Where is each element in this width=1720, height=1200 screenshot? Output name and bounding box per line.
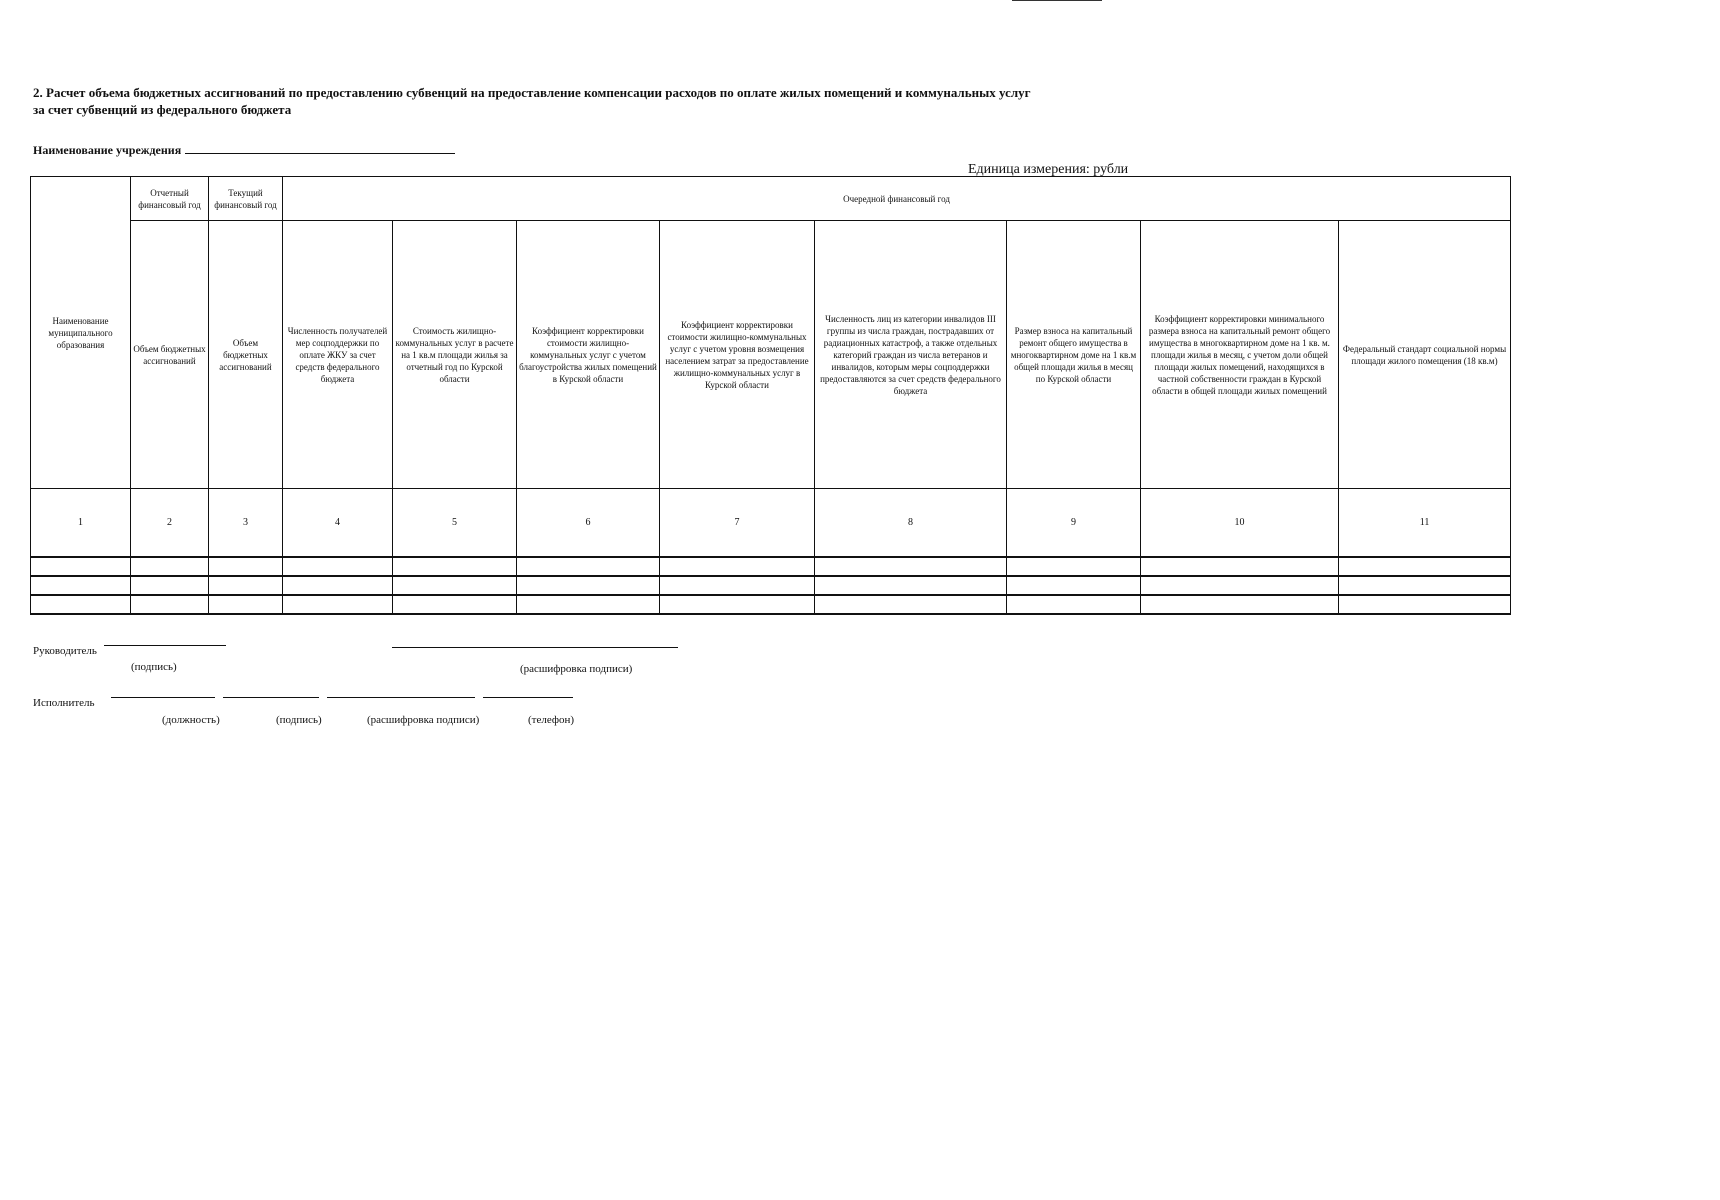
header-current-year: Текущий финансовый год xyxy=(209,177,283,221)
column-number-row xyxy=(31,489,1511,558)
table-cell[interactable] xyxy=(31,557,131,576)
institution-field xyxy=(33,141,455,158)
executor-signature-caption: (подпись) xyxy=(276,714,322,726)
column-number: 11 xyxy=(1339,489,1511,558)
table-cell[interactable] xyxy=(393,576,517,595)
header-col-10: Коэффициент корректировки минимального размера взноса на капитальный ремонт общего имущества в многоквартирном доме на 1 кв. м. площади жилья в месяц, с учетом доли общей площади жилых помещений, находящихся в частной собственности граждан в Курской области в общей площади жилых помещений xyxy=(1141,221,1339,489)
table-cell[interactable] xyxy=(209,557,283,576)
table-cell[interactable] xyxy=(283,576,393,595)
header-municipality: Наименование муниципального образования xyxy=(31,177,131,489)
table-cell[interactable] xyxy=(209,595,283,614)
unit-of-measure: Единица измерения: рубли xyxy=(968,162,1129,177)
table-cell[interactable] xyxy=(660,576,815,595)
institution-label: Наименование учреждения xyxy=(33,143,182,157)
header-next-year: Очередной финансовый год xyxy=(283,177,1511,221)
table-cell[interactable] xyxy=(393,595,517,614)
column-number: 9 xyxy=(1007,489,1141,558)
head-decode-caption: (расшифровка подписи) xyxy=(520,663,633,675)
table-cell[interactable] xyxy=(815,576,1007,595)
executor-signature-line[interactable] xyxy=(223,696,319,698)
table-cell[interactable] xyxy=(660,595,815,614)
table-header-row-columns xyxy=(31,221,1511,489)
table-cell[interactable] xyxy=(31,595,131,614)
column-number: 2 xyxy=(131,489,209,558)
header-col-4: Численность получателей мер соцподдержки по оплате ЖКУ за счет средств федерального бюджета xyxy=(283,221,393,489)
table-cell[interactable] xyxy=(517,557,660,576)
table-cell[interactable] xyxy=(1141,595,1339,614)
table-cell[interactable] xyxy=(517,576,660,595)
column-number: 6 xyxy=(517,489,660,558)
table-cell[interactable] xyxy=(209,576,283,595)
header-reporting-year: Отчетный финансовый год xyxy=(131,177,209,221)
column-number: 4 xyxy=(283,489,393,558)
column-number: 5 xyxy=(393,489,517,558)
header-col-11: Федеральный стандарт социальной нормы площади жилого помещения (18 кв.м) xyxy=(1339,221,1511,489)
table-cell[interactable] xyxy=(1339,557,1511,576)
header-col-7: Коэффициент корректировки стоимости жилищно-коммунальных услуг с учетом уровня возмещения населением затрат за предоставление жилищно-коммунальных услуг в Курской области xyxy=(660,221,815,489)
head-signature-line[interactable] xyxy=(104,644,226,646)
table-cell[interactable] xyxy=(1141,557,1339,576)
executor-decode-caption: (расшифровка подписи) xyxy=(367,714,480,726)
executor-position-caption: (должность) xyxy=(162,714,220,726)
table-cell[interactable] xyxy=(131,576,209,595)
top-edge-mark xyxy=(1012,0,1102,1)
column-number: 1 xyxy=(31,489,131,558)
column-number: 7 xyxy=(660,489,815,558)
header-col-5: Стоимость жилищно-коммунальных услуг в расчете на 1 кв.м площади жилья за отчетный год по Курской области xyxy=(393,221,517,489)
table-cell[interactable] xyxy=(283,557,393,576)
header-col-3: Объем бюджетных ассигнований xyxy=(209,221,283,489)
executor-decode-line[interactable] xyxy=(327,696,475,698)
column-number: 10 xyxy=(1141,489,1339,558)
table-cell[interactable] xyxy=(1141,576,1339,595)
column-number: 8 xyxy=(815,489,1007,558)
title-line-1: 2. Расчет объема бюджетных ассигнований по предоставлению субвенций на предоставление компенсации расходов по оплате жилых помещений и коммунальных услуг xyxy=(33,85,1031,100)
table-cell[interactable] xyxy=(393,557,517,576)
table-cell[interactable] xyxy=(1007,576,1141,595)
header-col-9: Размер взноса на капитальный ремонт общего имущества в многоквартирном доме на 1 кв.м общей площади жилья в месяц по Курской области xyxy=(1007,221,1141,489)
executor-position-line[interactable] xyxy=(111,696,215,698)
table-row xyxy=(31,595,1511,614)
table-cell[interactable] xyxy=(131,595,209,614)
table-cell[interactable] xyxy=(517,595,660,614)
table-cell[interactable] xyxy=(1339,595,1511,614)
head-signature-caption: (подпись) xyxy=(131,661,177,673)
table-cell[interactable] xyxy=(1007,557,1141,576)
head-decode-line[interactable] xyxy=(392,646,678,648)
table-cell[interactable] xyxy=(31,576,131,595)
table-cell[interactable] xyxy=(1007,595,1141,614)
budget-calculation-table xyxy=(30,176,1511,615)
header-col-8: Численность лиц из категории инвалидов III группы из числа граждан, пострадавших от радиационных катастроф, а также отдельных категорий граждан из числа ветеранов и инвалидов, которым меры соцподдержки предоставляются за счет средств федерального бюджета xyxy=(815,221,1007,489)
column-number: 3 xyxy=(209,489,283,558)
executor-phone-caption: (телефон) xyxy=(528,714,575,726)
table-row xyxy=(31,576,1511,595)
table-cell[interactable] xyxy=(1339,576,1511,595)
title-line-2: за счет субвенций из федерального бюджета xyxy=(33,102,292,117)
table-cell[interactable] xyxy=(660,557,815,576)
table-cell[interactable] xyxy=(131,557,209,576)
table-cell[interactable] xyxy=(283,595,393,614)
header-col-2: Объем бюджетных ассигнований xyxy=(131,221,209,489)
table-cell[interactable] xyxy=(815,595,1007,614)
table-cell[interactable] xyxy=(815,557,1007,576)
table-header-row-groups xyxy=(31,177,1511,221)
executor-phone-line[interactable] xyxy=(483,696,573,698)
executor-label: Исполнитель xyxy=(33,697,95,709)
header-col-6: Коэффициент корректировки стоимости жилищно-коммунальных услуг с учетом благоустройства жилых помещений в Курской области xyxy=(517,221,660,489)
head-label: Руководитель xyxy=(33,645,97,657)
table-row xyxy=(31,557,1511,576)
document-title xyxy=(33,84,1183,118)
institution-blank-line[interactable] xyxy=(185,141,455,154)
